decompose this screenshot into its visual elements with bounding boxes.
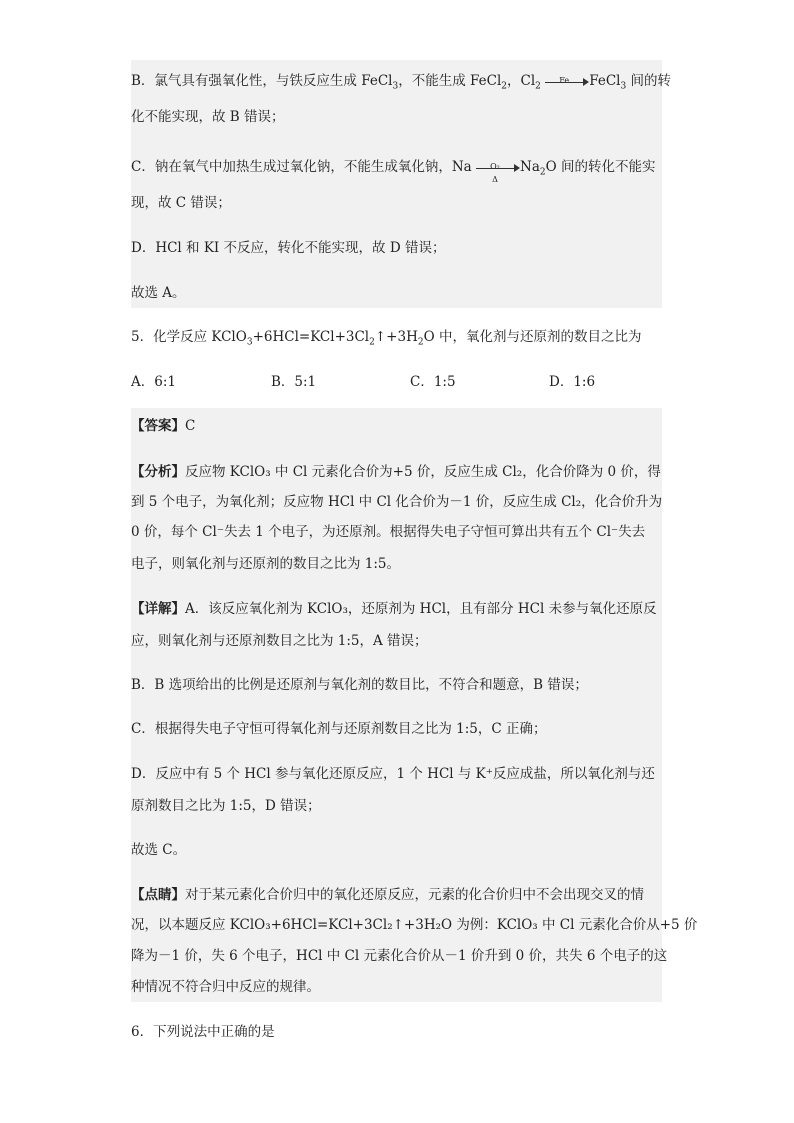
- q5-option-b[interactable]: B．5:1: [271, 374, 317, 390]
- q4-b-line2: 化不能实现，故 B 错误；: [131, 109, 285, 125]
- answer-value: C: [185, 418, 196, 434]
- text: O 中，氧化剂与还原剂的数目之比为: [423, 329, 642, 345]
- text: Na: [520, 159, 540, 175]
- q5-analysis-line4: 电子，则氧化剂与还原剂的数目之比为 1:5。: [131, 556, 401, 572]
- q5-answer: [131, 416, 195, 436]
- explanation-block-q4: [131, 60, 662, 308]
- text: O 间的转化不能实: [545, 159, 656, 175]
- text: +6HCl=KCl+3Cl: [252, 329, 370, 345]
- q5-tip-line1: [131, 885, 644, 905]
- q5-option-d[interactable]: D．1:6: [549, 374, 596, 390]
- q5-analysis-line1: [131, 462, 661, 482]
- text: B．氯气具有强氧化性，与铁反应生成 FeCl: [131, 73, 393, 89]
- text: 间的转: [630, 73, 671, 89]
- q5-choose: 故选 C。: [131, 842, 187, 858]
- q5-option-c[interactable]: C．1:5: [410, 374, 456, 390]
- analysis-label: 【分析】: [131, 464, 185, 480]
- q5-tip-line4: 种情况不符合归中反应的规律。: [131, 979, 320, 995]
- text: ，Cl: [507, 73, 536, 89]
- text: FeCl: [589, 73, 621, 89]
- q5-detail-c: C．根据得失电子守恒可得氧化剂与还原剂数目之比为 1:5，C 正确；: [131, 721, 547, 737]
- text: A．该反应氧化剂为 KClO₃，还原剂为 HCl，且有部分 HCl 未参与氧化还原反: [185, 601, 657, 617]
- q4-b-line1: B．氯气具有强氧化性，与铁反应生成 FeCl$_3$，不能生成 FeCl$_2$，$Cl_2$ Fe FeCl$_3$ 间的转: [131, 71, 671, 97]
- q5-analysis-line3: 0 价，每个 Cl⁻失去 1 个电子，为还原剂。根据得失电子守恒可算出共有五个 Cl⁻失去: [131, 524, 646, 540]
- text: 对于某元素化合价归中的氧化还原反应，元素的化合价归中不会出现交叉的情: [185, 887, 644, 903]
- q5-detail-a-line1: [131, 599, 657, 619]
- arrow-condition: Fe: [559, 75, 570, 85]
- q5-tip-line3: 降为－1 价，失 6 个电子，HCl 中 Cl 元素化合价从－1 价升到 0 价，共失 6 个电子的这: [131, 948, 668, 964]
- q4-d-line: D．HCl 和 KI 不反应，转化不能实现，故 D 错误；: [131, 240, 446, 256]
- q5-detail-b: B．B 选项给出的比例是还原剂与氧化剂的数目比，不符合和题意，B 错误；: [131, 677, 588, 693]
- q6-stem: 6．下列说法中正确的是: [131, 1024, 275, 1040]
- text: ，不能生成 FeCl: [398, 73, 502, 89]
- q5-detail-a-line2: 应，则氧化剂与还原剂数目之比为 1:5，A 错误；: [131, 633, 428, 649]
- q5-analysis-line2: 到 5 个电子，为氧化剂；反应物 HCl 中 Cl 化合价为－1 价，反应生成 Cl₂，化合价升为: [131, 494, 663, 510]
- q5-detail-d-line1: D．反应中有 5 个 HCl 参与氧化还原反应，1 个 HCl 与 K⁺反应成盐，所以氧化剂与还: [131, 766, 655, 782]
- q5-stem: 5．化学反应 $KClO_3+6HCl=KCl+3Cl_2↑+3H_2O$ 中，氧化剂与还原剂的数目之比为: [131, 329, 642, 348]
- arrow-condition: Δ: [492, 174, 498, 184]
- detail-label: 【详解】: [131, 601, 185, 617]
- q5-option-a[interactable]: A．6:1: [131, 374, 176, 390]
- text: C．钠在氧气中加热生成过氧化钠，不能生成氧化钠，Na: [131, 159, 472, 175]
- arrow-condition: O₂: [490, 161, 500, 171]
- q4-c-line2: 现，故 C 错误；: [131, 195, 231, 211]
- q4-choose: 故选 A。: [131, 285, 186, 301]
- q4-c-line1: C．钠在氧气中加热生成过氧化钠，不能生成氧化钠，Na O₂ Δ $Na_2O$ 间的转化不能实: [131, 157, 655, 183]
- reaction-arrow-icon: [476, 161, 520, 184]
- q5-detail-d-line2: 原剂数目之比为 1:5，D 错误；: [131, 798, 321, 814]
- text: ↑+3H: [374, 329, 418, 345]
- reaction-arrow-icon: [545, 75, 589, 89]
- q5-tip-line2: 况，以本题反应 KClO₃+6HCl=KCl+3Cl₂↑+3H₂O 为例：KClO₃ 中 Cl 元素化合价从+5 价: [131, 917, 698, 933]
- text: 反应物 KClO₃ 中 Cl 元素化合价为+5 价，反应生成 Cl₂，化合价降为 0 价，得: [185, 464, 661, 480]
- answer-label: 【答案】: [131, 418, 185, 434]
- text: 5．化学反应 KClO: [131, 329, 247, 345]
- tip-label: 【点睛】: [131, 887, 185, 903]
